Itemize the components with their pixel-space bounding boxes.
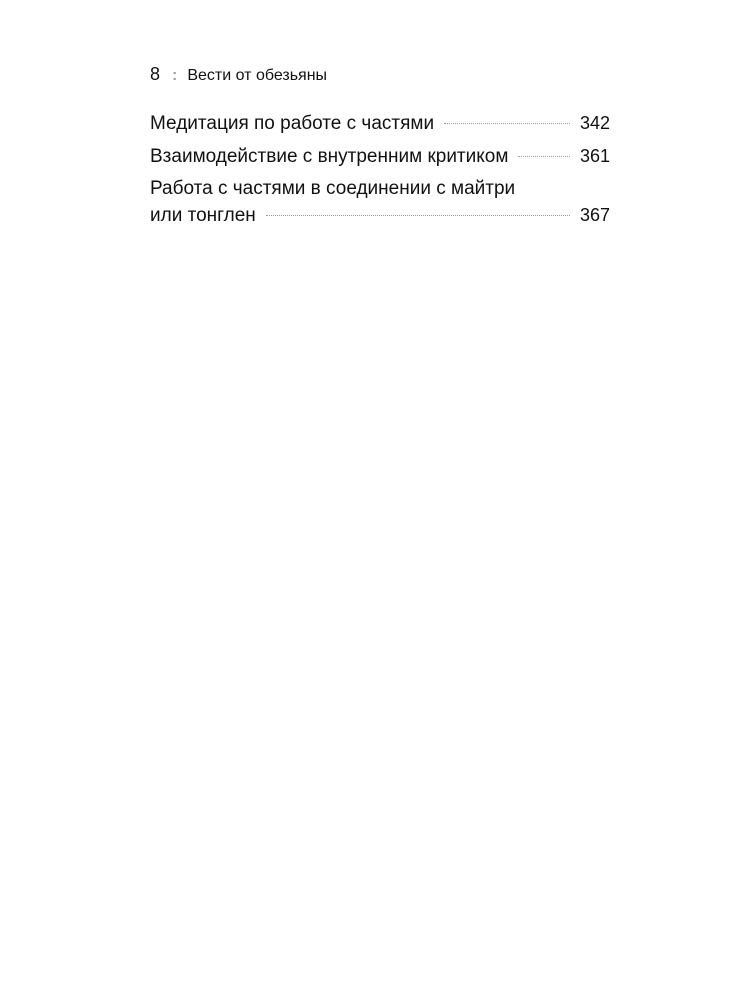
toc-entry-page: 367 — [579, 205, 610, 225]
dot-leader — [266, 215, 570, 216]
toc-entry-title-line1: Работа с частями в соединении с майтри — [150, 178, 516, 199]
toc-entry-title: Медитация по работе с частями — [150, 113, 435, 134]
dot-leader — [518, 156, 570, 157]
toc-entry-page: 342 — [579, 113, 610, 133]
toc-entry[interactable] — [150, 110, 610, 137]
toc-entry-title-line2: или тонглен — [150, 205, 256, 226]
page-number: 8 — [150, 64, 161, 84]
header-separator: : — [172, 67, 178, 84]
toc-entry-page: 361 — [579, 146, 610, 166]
toc-entry-title: Взаимодействие с внутренним критиком — [150, 146, 509, 167]
dot-leader — [444, 123, 570, 124]
table-of-contents — [150, 110, 610, 235]
book-title: Вести от обезьяны — [187, 67, 328, 84]
running-head — [150, 64, 327, 86]
toc-entry[interactable] — [150, 143, 610, 170]
toc-entry[interactable] — [150, 176, 610, 229]
